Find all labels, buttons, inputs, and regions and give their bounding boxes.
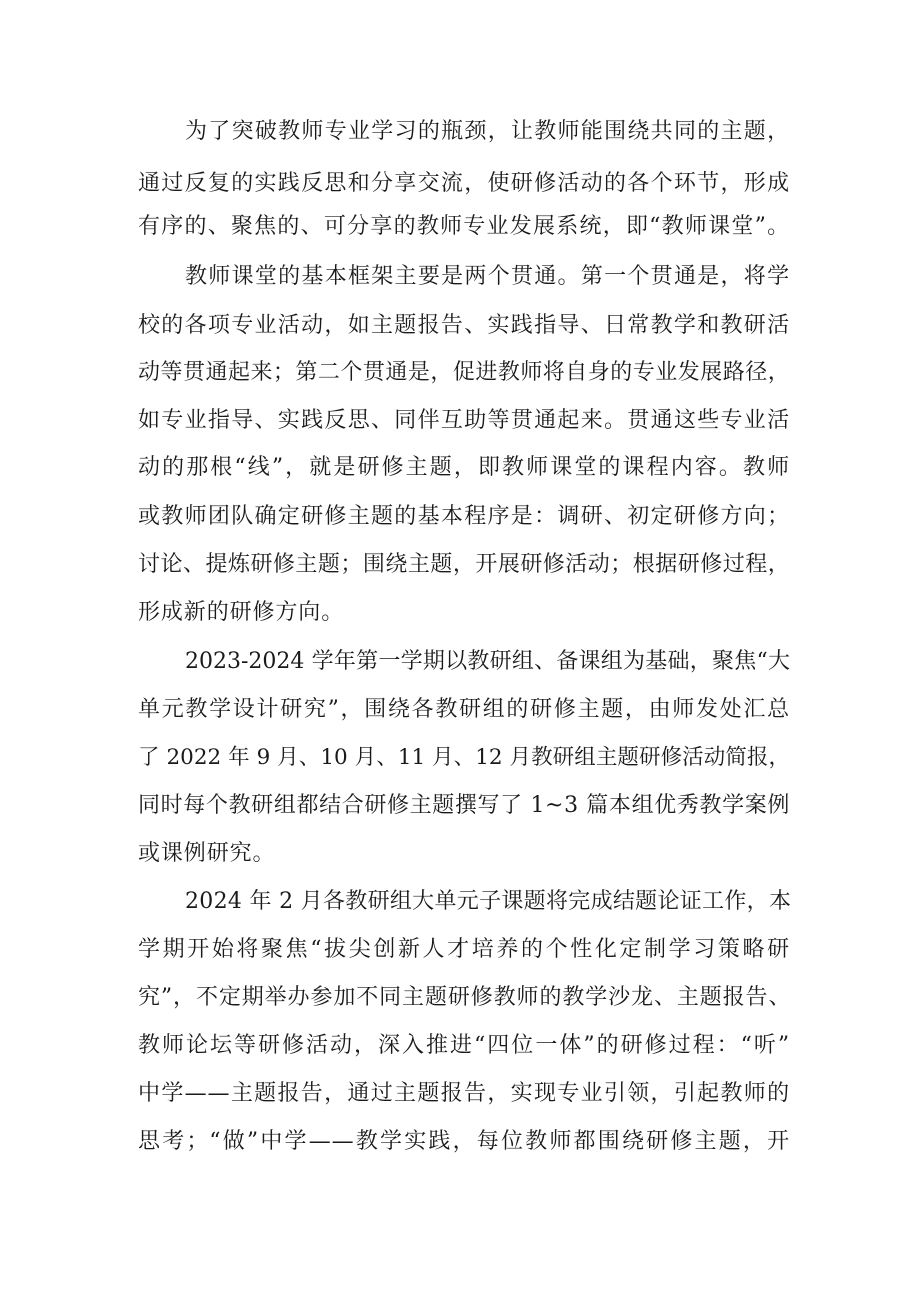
paragraph-2-line-8: 形成新的研修方向。 — [138, 600, 345, 625]
paragraph-3-line-5: 或课例研究。 — [138, 841, 276, 866]
paragraph-2-line-4: 如专业指导、实践反思、同伴互助等贯通起来。贯通这些专业活 — [138, 408, 790, 433]
paragraph-4-line-4: 教师论坛等研修活动，深入推进“四位一体”的研修过程：“听” — [138, 1033, 790, 1058]
paragraph-4-line-3: 究”，不定期举办参加不同主题研修教师的教学沙龙、主题报告、 — [138, 985, 792, 1010]
paragraph-2-line-5: 动的那根“线”，就是研修主题，即教师课堂的课程内容。教师 — [138, 455, 790, 480]
paragraph-1-line-2: 通过反复的实践反思和分享交流，使研修活动的各个环节，形成 — [138, 171, 790, 196]
paragraph-4-line-1: 2024 年 2 月各教研组大单元子课题将完成结题论证工作，本 — [185, 889, 792, 914]
paragraph-3-line-2: 单元教学设计研究”，围绕各教研组的研修主题，由师发处汇总 — [138, 697, 790, 722]
paragraph-3-line-1: 2023-2024 学年第一学期以教研组、备课组为基础，聚焦“大 — [185, 649, 790, 674]
paragraph-3-line-4: 同时每个教研组都结合研修主题撰写了 1~3 篇本组优秀教学案例 — [138, 793, 790, 818]
paragraph-1-line-1: 为了突破教师专业学习的瓶颈，让教师能围绕共同的主题， — [185, 119, 790, 144]
paragraph-2-line-2: 校的各项专业活动，如主题报告、实践指导、日常教学和教研活 — [138, 313, 790, 338]
paragraph-3-line-3: 了 2022 年 9 月、10 月、11 月、12 月教研组主题研修活动简报， — [138, 745, 790, 770]
paragraph-2-line-6: 或教师团队确定研修主题的基本程序是：调研、初定研修方向； — [138, 504, 790, 529]
paragraph-1-line-3: 有序的、聚焦的、可分享的教师专业发展系统，即“教师课堂”。 — [138, 214, 790, 239]
paragraph-2-line-7: 讨论、提炼研修主题；围绕主题，开展研修活动；根据研修过程， — [138, 552, 790, 577]
paragraph-2-line-3: 动等贯通起来；第二个贯通是，促进教师将自身的专业发展路径， — [138, 360, 790, 385]
paragraph-4-line-5: 中学——主题报告，通过主题报告，实现专业引领，引起教师的 — [138, 1081, 790, 1106]
paragraph-4-line-2: 学期开始将聚焦“拔尖创新人才培养的个性化定制学习策略研 — [138, 937, 790, 962]
paragraph-4-line-6: 思考；“做”中学——教学实践，每位教师都围绕研修主题，开 — [138, 1129, 790, 1154]
paragraph-2-line-1: 教师课堂的基本框架主要是两个贯通。第一个贯通是，将学 — [185, 264, 790, 289]
